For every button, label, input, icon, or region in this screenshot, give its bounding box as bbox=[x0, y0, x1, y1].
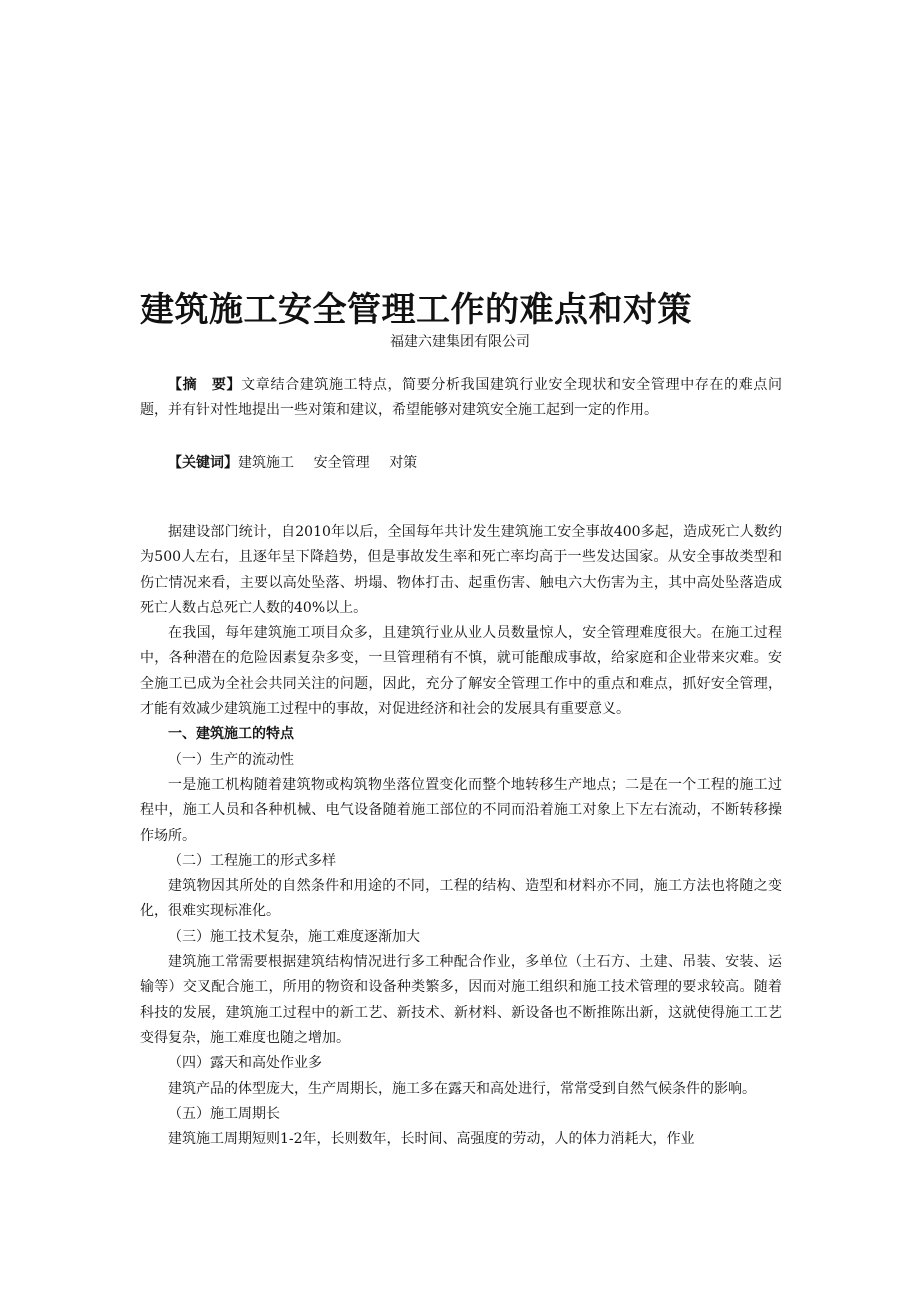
section-heading: 一、建筑施工的特点 bbox=[168, 726, 294, 743]
company-name: 福建六建集团有限公司 bbox=[390, 334, 530, 350]
abstract-label: 【摘 要】 bbox=[168, 377, 242, 393]
paragraph: 建筑物因其所处的自然条件和用途的不同，工程的结构、造型和材料亦不同，施工方法也将随之变化，很难实现标准化。 bbox=[140, 878, 782, 920]
abstract-text: 文章结合建筑施工特点，简要分析我国建筑行业安全现状和安全管理中存在的难点问题，并有针对性地提出一些对策和建议，希望能够对建筑安全施工起到一定的作用。 bbox=[140, 377, 782, 419]
keyword-item: 对策 bbox=[389, 455, 418, 471]
body-text bbox=[140, 520, 782, 1152]
paragraph: 建筑施工常需要根据建筑结构情况进行多工种配合作业，多单位（土石方、土建、吊装、安装、运输等）交叉配合施工，所用的物资和设备种类繁多，因而对施工组织和施工技术管理的要求较高。随着科技的发展，建筑施工过程中的新工艺、新技术、新材料、新设备也不断推陈出新，这就使得施工工艺变得复杂，施工难度也随之增加。 bbox=[140, 954, 782, 1046]
subsection-heading: （一）生产的流动性 bbox=[168, 751, 294, 768]
subsection-heading: （三）施工技术复杂，施工难度逐渐加大 bbox=[168, 928, 420, 945]
paragraph: 一是施工机构随着建筑物或构筑物坐落位置变化而整个地转移生产地点；二是在一个工程的施工过程中，施工人员和各种机械、电气设备随着施工部位的不同而沿着施工对象上下左右流动，不断转移操作场所。 bbox=[140, 776, 782, 844]
keyword-item: 建筑施工 bbox=[238, 455, 294, 471]
paragraph: 建筑施工周期短则1-2年，长则数年，长时间、高强度的劳动，人的体力消耗大，作业 bbox=[168, 1131, 695, 1148]
page-title: 建筑施工安全管理工作的难点和对策 bbox=[140, 290, 692, 330]
paragraph: 建筑产品的体型庞大，生产周期长，施工多在露天和高处进行，常常受到自然气候条件的影响。 bbox=[168, 1080, 756, 1097]
paragraph: 在我国，每年建筑施工项目众多，且建筑行业从业人员数量惊人，安全管理难度很大。在施工过程中，各种潜在的危险因素复杂多变，一旦管理稍有不慎，就可能酿成事故，给家庭和企业带来灾难。安全施工已成为全社会共同关注的问题，因此，充分了解安全管理工作中的重点和难点，抓好安全管理，才能有效减少建筑施工过程中的事故，对促进经济和社会的发展具有重要意义。 bbox=[140, 625, 782, 718]
subsection-heading: （四）露天和高处作业多 bbox=[168, 1055, 322, 1072]
keywords-label: 【关键词】 bbox=[168, 455, 238, 471]
keyword-item: 安全管理 bbox=[313, 455, 370, 471]
abstract bbox=[140, 373, 782, 424]
subsection-heading: （二）工程施工的形式多样 bbox=[168, 852, 336, 869]
paragraph: 据建设部门统计，自2010年以后，全国每年共计发生建筑施工安全事故400多起，造成死亡人数约为500人左右，且逐年呈下降趋势，但是事故发生率和死亡率均高于一些发达国家。从安全事故类型和伤亡情况来看，主要以高处坠落、坍塌、物体打击、起重伤害、触电六大伤害为主，其中高处坠落造成死亡人数占总死亡人数的40%以上。 bbox=[140, 524, 782, 616]
keywords bbox=[140, 451, 782, 476]
subsection-heading: （五）施工周期长 bbox=[168, 1105, 280, 1122]
